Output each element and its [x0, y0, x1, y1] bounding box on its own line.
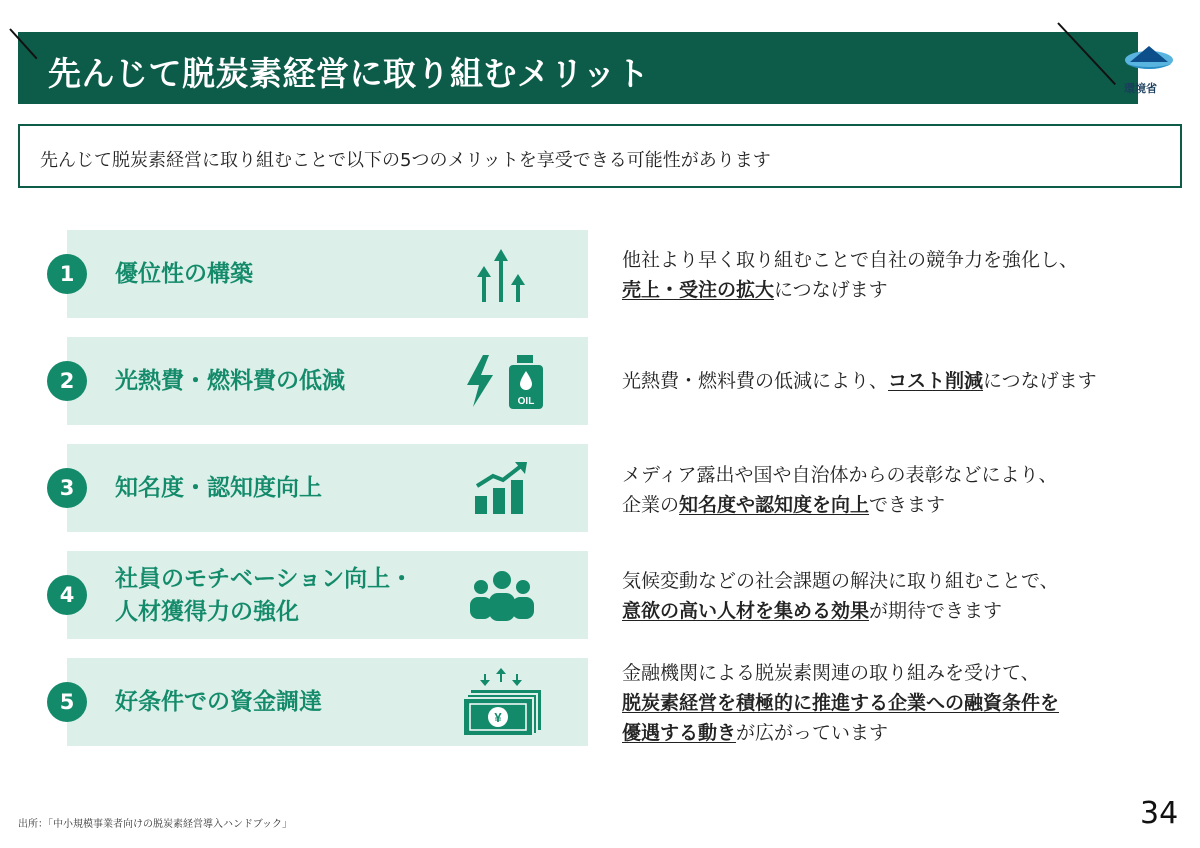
lightning-icon — [461, 353, 501, 409]
emphasis-text: コスト削減 — [888, 370, 984, 392]
description-line: メディア露出や国や自治体からの表彰などにより、 — [622, 464, 1058, 486]
oil-can-icon — [507, 353, 545, 411]
source-citation: 出所：「中小規模事業者向けの脱炭素経営導入ハンドブック」 — [18, 819, 292, 830]
description-line: 金融機関による脱炭素関連の取り組みを受けて、 — [622, 662, 1040, 684]
merit-row-3 — [59, 444, 588, 532]
merit-label: 好条件での資金調達 — [115, 689, 322, 715]
merit-number: 3 — [47, 468, 87, 508]
description-line: 売上・受注の拡大につなげます — [622, 279, 888, 301]
merit-description-1 — [622, 245, 1078, 305]
logo-text: 環境省 — [1124, 82, 1157, 95]
description-line: 企業の知名度や認知度を向上できます — [622, 494, 946, 516]
yen-symbol: ¥ — [494, 710, 502, 725]
people-group-icon — [467, 567, 537, 625]
emphasis-text: 知名度や認知度を向上 — [679, 494, 870, 516]
description-line: 他社より早く取り組むことで自社の競争力を強化し、 — [622, 249, 1079, 271]
page-title: 先んじて脱炭素経営に取り組むメリット — [48, 54, 650, 93]
yen-money-icon — [461, 666, 543, 738]
description-line: 光熱費・燃料費の低減により、コスト削減につなげます — [622, 370, 1097, 392]
merit-description-4 — [622, 566, 1059, 626]
description-line — [622, 688, 1059, 718]
merit-number: 1 — [47, 254, 87, 294]
merit-description-3 — [622, 460, 1057, 520]
description-line: 気候変動などの社会課題の解決に取り組むことで、 — [622, 570, 1059, 592]
merit-label-line-2: 人材獲得力の強化 — [115, 599, 299, 625]
merit-row-4 — [59, 551, 588, 639]
intro-box — [18, 124, 1182, 188]
emphasis-text: 優遇する動き — [622, 722, 737, 744]
arrows-up-icon — [473, 246, 529, 304]
merit-row-5 — [59, 658, 588, 746]
oil-label: OIL — [517, 396, 535, 407]
merit-label: 優位性の構築 — [115, 261, 253, 287]
merit-row-2 — [59, 337, 588, 425]
growth-chart-icon — [471, 460, 531, 518]
merit-label: 知名度・認知度向上 — [115, 475, 322, 501]
description-line: 優遇する動きが広がっています — [622, 722, 889, 744]
intro-text: 先んじて脱炭素経営に取り組むことで以下の5つのメリットを享受できる可能性があります — [40, 150, 771, 171]
merit-number: 4 — [47, 575, 87, 615]
emphasis-text: 売上・受注の拡大 — [622, 279, 775, 301]
merit-description-2 — [622, 366, 1097, 396]
emphasis-text: 脱炭素経営を積極的に推進する企業への融資条件を — [622, 692, 1060, 714]
merit-number: 2 — [47, 361, 87, 401]
merit-description-5 — [622, 658, 1059, 748]
merit-row-1 — [59, 230, 588, 318]
merit-label: 光熱費・燃料費の低減 — [115, 368, 345, 394]
merit-number: 5 — [47, 682, 87, 722]
emphasis-text: 意欲の高い人材を集める効果 — [622, 600, 870, 622]
page-number: 34 — [1140, 796, 1179, 831]
merit-label-line-1: 社員のモチベーション向上・ — [115, 566, 414, 592]
description-line: 意欲の高い人材を集める効果が期待できます — [622, 600, 1003, 622]
